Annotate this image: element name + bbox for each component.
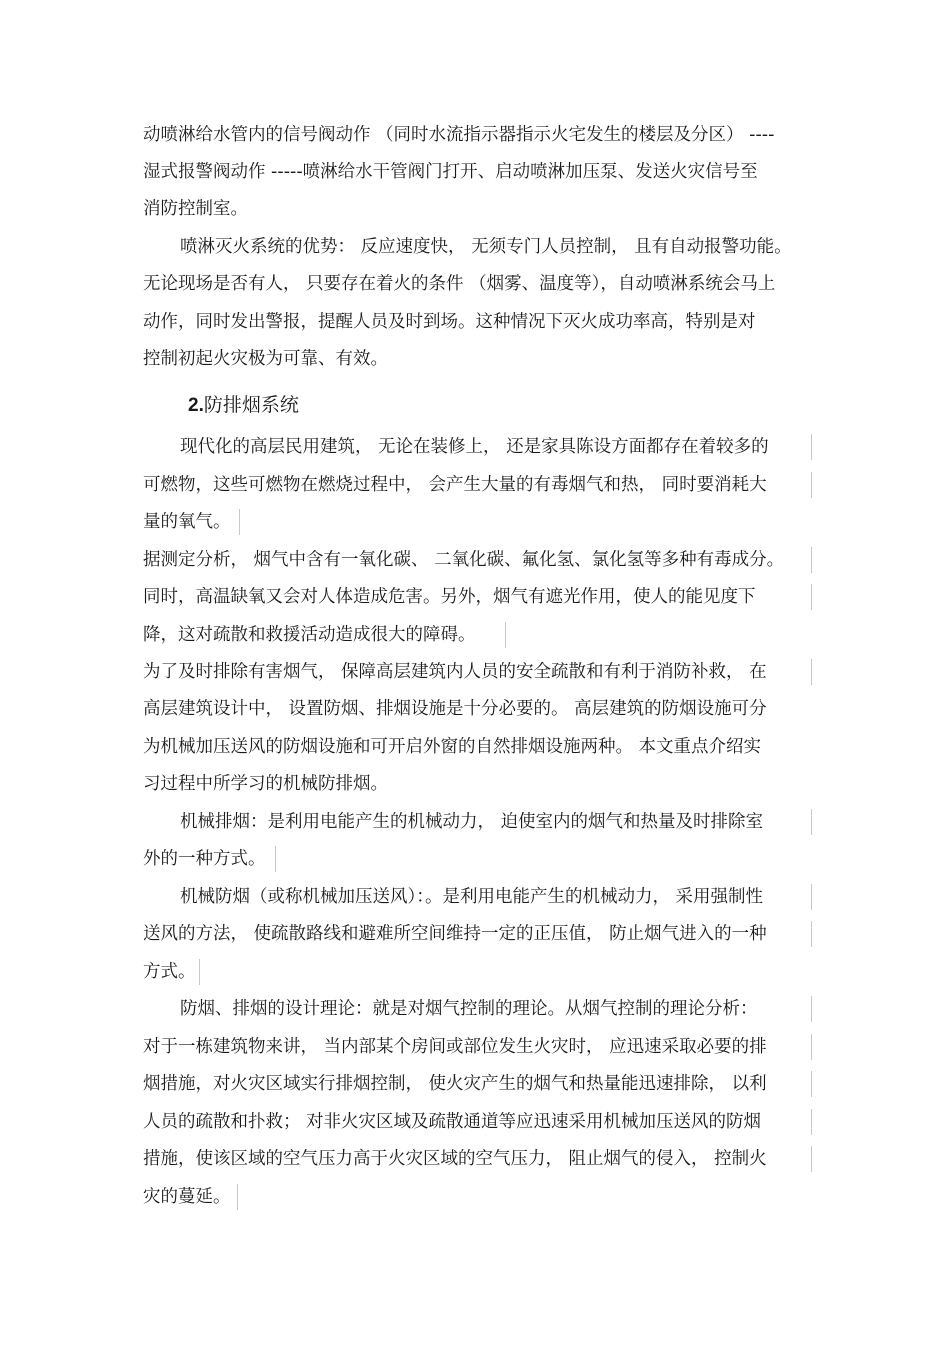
text-line: 为机械加压送风的防烟设施和可开启外窗的自然排烟设施两种。 本文重点介绍实 [143, 737, 762, 757]
text-line: 防烟、排烟的设计理论：就是对烟气控制的理论。从烟气控制的理论分析： [180, 996, 812, 1022]
text-line: 习过程中所学习的机械防排烟。 [143, 774, 388, 794]
text-line: 外的一种方式。 [143, 846, 276, 872]
text-line: 降，这对疏散和救援活动造成很大的障碍。 [143, 622, 506, 648]
text-line: 量的氧气。 [143, 509, 240, 535]
text-line: 同时，高温缺氧又会对人体造成危害。另外，烟气有遮光作用，使人的能见度下 [143, 584, 812, 610]
text-line: 为了及时排除有害烟气， 保障高层建筑内人员的安全疏散和有利于消防补救， 在 [143, 659, 812, 685]
text-line: 据测定分析， 烟气中含有一氧化碳、 二氧化碳、氟化氢、氯化氢等多种有毒成分。 [143, 547, 812, 573]
text-line: 喷淋灭火系统的优势： 反应速度快， 无须专门人员控制， 且有自动报警功能。 [180, 237, 792, 257]
text-line: 人员的疏散和扑救； 对非火灾区域及疏散通道等应迅速采用机械加压送风的防烟 [143, 1109, 812, 1135]
text-line: 措施，使该区域的空气压力高于火灾区域的空气压力， 阻止烟气的侵入， 控制火 [143, 1146, 812, 1172]
section-number: 2. [188, 395, 204, 416]
text-line: 送风的方法， 使疏散路线和避难所空间维持一定的正压值， 防止烟气进入的一种 [143, 921, 812, 947]
text-line: 方式。 [143, 959, 200, 985]
section-heading [188, 391, 299, 419]
text-line: 烟措施，对火灾区域实行排烟控制， 使火灾产生的烟气和热量能迅速排除， 以利 [143, 1071, 812, 1097]
text-line: 湿式报警阀动作 -----喷淋给水干管阀门打开、启动喷淋加压泵、发送火灾信号至 [143, 162, 758, 182]
text-line: 高层建筑设计中， 设置防烟、排烟设施是十分必要的。 高层建筑的防烟设施可分 [143, 699, 767, 719]
text-line: 机械防烟（或称机械加压送风）：。是利用电能产生的机械动力， 采用强制性 [180, 884, 812, 910]
text-line: 动作，同时发出警报，提醒人员及时到场。这种情况下灭火成功率高，特别是对 [143, 312, 756, 332]
text-line: 机械排烟：是利用电能产生的机械动力， 迫使室内的烟气和热量及时排除室 [180, 809, 812, 835]
text-line: 可燃物，这些可燃物在燃烧过程中， 会产生大量的有毒烟气和热， 同时要消耗大 [143, 472, 812, 498]
text-line: 无论现场是否有人， 只要存在着火的条件 （烟雾、温度等），自动喷淋系统会马上 [143, 274, 776, 294]
text-line: 消防控制室。 [143, 199, 248, 219]
text-line: 灾的蔓延。 [143, 1184, 238, 1210]
text-line: 动喷淋给水管内的信号阀动作 （同时水流指示器指示火宅发生的楼层及分区） ---- [143, 125, 775, 145]
text-line: 现代化的高层民用建筑， 无论在装修上， 还是家具陈设方面都存在着较多的 [180, 434, 812, 460]
text-line: 对于一栋建筑物来讲， 当内部某个房间或部位发生火灾时， 应迅速采取必要的排 [143, 1034, 812, 1060]
text-line: 控制初起火灾极为可靠、有效。 [143, 349, 388, 369]
section-title: 防排烟系统 [203, 394, 299, 416]
